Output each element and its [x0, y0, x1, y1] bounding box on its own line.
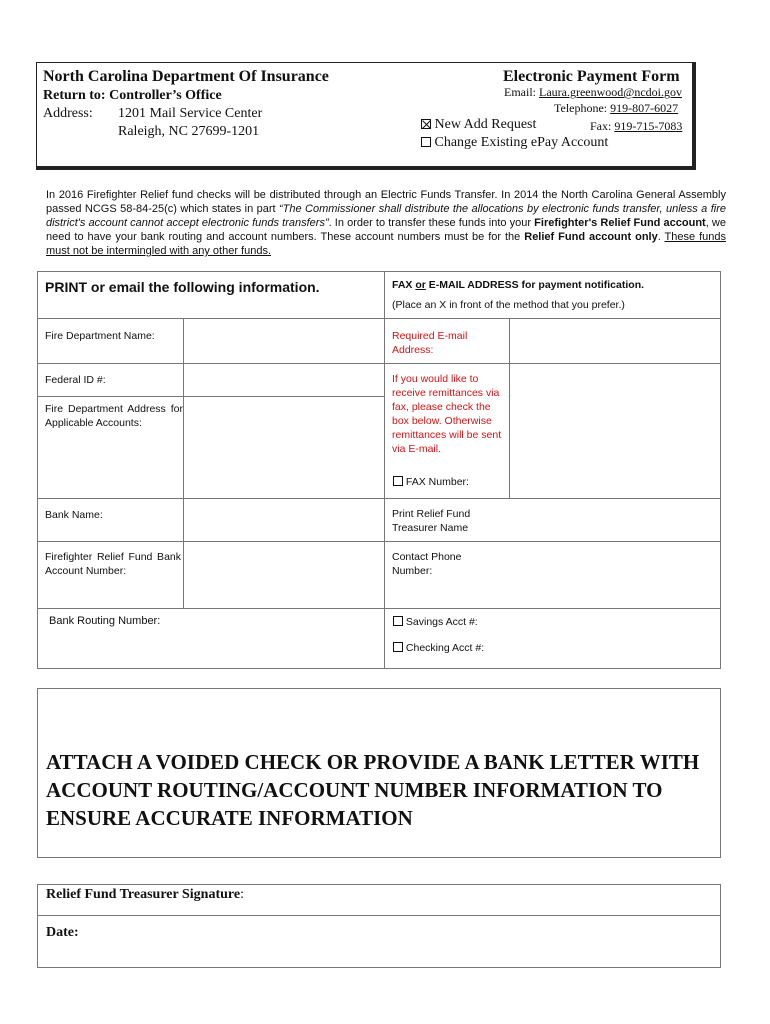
signature-label: Relief Fund Treasurer Signature: [46, 887, 241, 902]
routing-field[interactable]: [184, 609, 383, 667]
checking-checkbox[interactable]: [393, 642, 403, 652]
fire-dept-name-field[interactable]: [184, 319, 383, 362]
fax-checkbox[interactable]: [393, 476, 403, 486]
routing-label: Bank Routing Number:: [49, 615, 161, 627]
email-address-field[interactable]: [510, 319, 719, 362]
intro-paragraph: In 2016 Firefighter Relief fund checks will be distributed through an Electric Funds Transfer. In 2014 the North Carolina General Assembly passed NCGS 58-84-25(c) which states in part “The Commissioner shall distribute the allocations by electronic funds transfer, unless a fire district's account cannot accept electronic funds transfers”. In order to transfer these funds into your Firefighter's Relief Fund account, we need to have your bank routing and account numbers. These account numbers must be for the Relief Fund account only. These funds must not be intermingled with any other funds.: [46, 189, 726, 257]
change-existing-label: Change Existing ePay Account: [434, 135, 609, 150]
treasurer-name-field[interactable]: [510, 499, 719, 540]
fax-label: Fax:: [590, 119, 612, 133]
email-link[interactable]: Laura.greenwood@ncdoi.gov: [539, 85, 683, 99]
fax-number-option[interactable]: [393, 475, 469, 489]
left-heading: PRINT or email the following information.: [45, 279, 320, 295]
checking-label: Checking Acct #:: [405, 642, 485, 654]
fire-dept-address-field[interactable]: [184, 397, 383, 497]
table-top-border: [37, 271, 721, 272]
bank-account-label: Firefighter Relief Fund Bank Account Number:: [45, 551, 181, 577]
savings-option[interactable]: [393, 615, 478, 629]
address-label: Address:: [43, 106, 93, 121]
attach-instruction: ATTACH A VOIDED CHECK OR PROVIDE A BANK LETTER WITH ACCOUNT ROUTING/ACCOUNT NUMBER INFORMATION TO ENSURE ACCURATE INFORMATION: [46, 750, 700, 830]
savings-checkbox[interactable]: [393, 616, 403, 626]
change-existing-checkbox[interactable]: [421, 137, 431, 147]
address-line2: Raleigh, NC 27699-1201: [118, 124, 260, 139]
right-subheading: (Place an X in front of the method that you prefer.): [392, 299, 625, 311]
signature-row[interactable]: Relief Fund Treasurer Signature:: [46, 887, 244, 902]
address-line1: 1201 Mail Service Center: [118, 106, 263, 121]
fire-dept-address-label: Fire Department Address for Applicable Accounts:: [45, 403, 183, 429]
date-label[interactable]: Date:: [46, 925, 79, 940]
fax-row: [590, 119, 682, 134]
bank-account-field[interactable]: [184, 542, 383, 607]
telephone-value: 919-807-6027: [610, 101, 679, 115]
fire-dept-name-label: Fire Department Name:: [45, 330, 155, 342]
fax-value: 919-715-7083: [614, 119, 683, 133]
contact-phone-label: Contact Phone Number:: [392, 551, 462, 577]
new-add-option[interactable]: [421, 117, 536, 133]
email-label: Email:: [504, 85, 536, 99]
bank-name-label: Bank Name:: [45, 509, 103, 521]
telephone-label: Telephone:: [554, 101, 608, 115]
signature-divider: [37, 915, 721, 916]
checking-option[interactable]: [393, 641, 484, 655]
table-bottom-border: [37, 668, 721, 669]
change-existing-option[interactable]: [421, 135, 608, 151]
bank-name-field[interactable]: [184, 499, 383, 540]
treasurer-name-label: Print Relief Fund Treasurer Name: [392, 508, 471, 534]
return-to: Return to: Controller’s Office: [43, 88, 222, 103]
federal-id-field[interactable]: [184, 364, 383, 395]
new-add-checkbox[interactable]: [421, 119, 431, 129]
email-row: [504, 85, 682, 100]
savings-label: Savings Acct #:: [405, 616, 478, 628]
form-title: Electronic Payment Form: [503, 68, 680, 85]
new-add-label: New Add Request: [434, 117, 537, 132]
fax-number-field[interactable]: [510, 364, 719, 497]
fax-note: If you would like to receive remittances via fax, please check the box below. Otherwise remittances will be sent via E-mail.: [392, 373, 502, 455]
required-email-label: Required E-mail Address:: [392, 330, 468, 356]
federal-id-label: Federal ID #:: [45, 374, 106, 386]
right-heading: FAX or E-MAIL ADDRESS for payment notification.: [392, 279, 645, 291]
telephone-row: [554, 101, 678, 116]
fax-number-label: FAX Number:: [405, 476, 469, 488]
org-name: North Carolina Department Of Insurance: [43, 68, 329, 85]
contact-phone-field[interactable]: [510, 542, 719, 607]
